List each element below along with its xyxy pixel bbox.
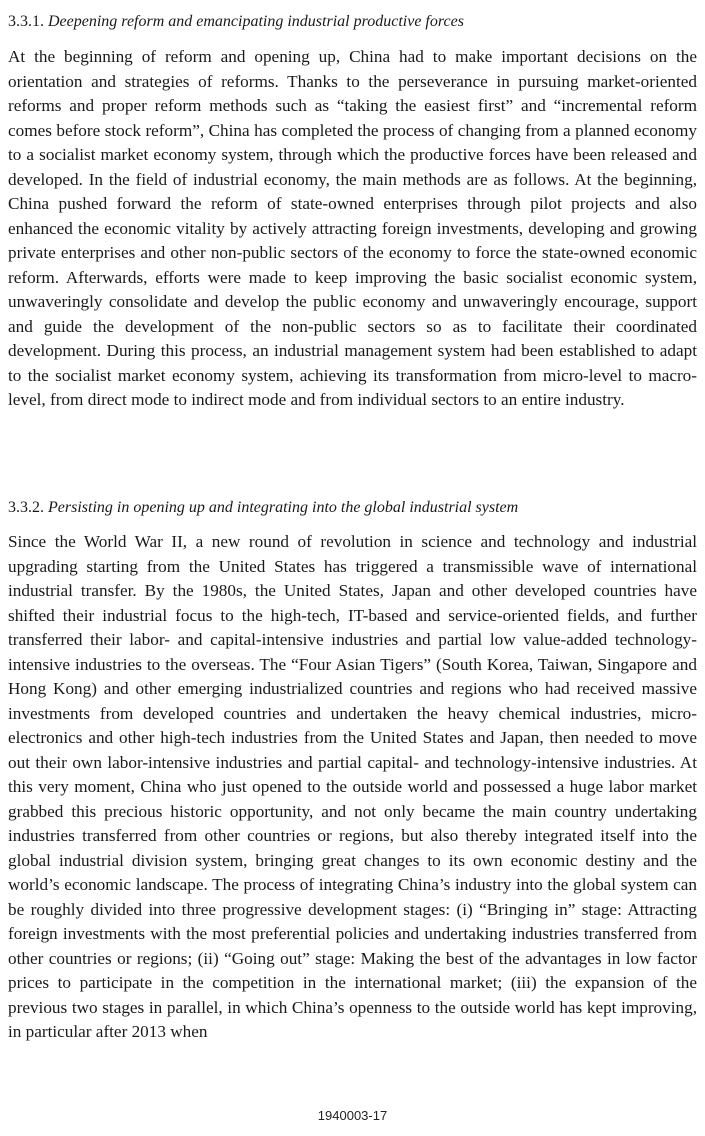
section-title: Deepening reform and emancipating industrial productive forces xyxy=(48,13,464,30)
section-3-3-2-heading xyxy=(8,497,518,519)
section-3-3-1-heading xyxy=(8,11,464,33)
section-3-3-2-paragraph: Since the World War II, a new round of revolution in science and technology and industrial upgrading starting from the United States has triggered a transmissible wave of international industrial transfer. By the 1980s, the United States, Japan and other developed countries have shifted their industrial focus to the high-tech, IT-based and service-oriented fields, and further transferred their labor- and capital-intensive industries and partial low value-added technology-intensive industries to the overseas. The “Four Asian Tigers” (South Korea, Taiwan, Singapore and Hong Kong) and other emerging industrialized countries and regions who had received massive investments from developed countries and undertaken the heavy chemical industries, micro-electronics and other high-tech industries from the United States and Japan, then needed to move out their own labor-intensive industries and partial capital- and technology-intensive industries. At this very moment, China who just opened to the outside world and possessed a huge labor market grabbed this precious historic opportunity, and not only became the main country undertaking industries transferred from other countries or regions, but also thereby integrated itself into the global industrial division system, bringing great changes to its own economic destiny and the world’s economic landscape. The process of integrating China’s industry into the global system can be roughly divided into three progressive development stages: (i) “Bringing in” stage: Attracting foreign investments with the most preferential policies and undertaking industries transferred from other countries or regions; (ii) “Going out” stage: Making the best of the advantages in low factor prices to participate in the competition in the international market; (iii) the expansion of the previous two stages in parallel, in which China’s openness to the outside world has kept improving, in particular after 2013 when xyxy=(8,532,697,1041)
page-footer-id: 1940003-17 xyxy=(317,1108,388,1123)
section-3-3-1-paragraph: At the beginning of reform and opening up, China had to make important decisions on the orientation and strategies of reforms. Thanks to the perseverance in pursuing market-oriented reforms and proper reform methods such as “taking the easiest first” and “incremental reform comes before stock reform”, China has completed the process of changing from a planned economy to a socialist market economy system, through which the productive forces have been released and developed. In the field of industrial economy, the main methods are as follows. At the beginning, China pushed forward the reform of state-owned enterprises through pilot projects and also enhanced the economic vitality by actively attracting foreign investments, developing and growing private enterprises and other non-public sectors of the economy to force the state-owned economic reform. Afterwards, efforts were made to keep improving the basic socialist economic system, unwaveringly consolidate and develop the public economy and unwaveringly encourage, support and guide the development of the non-public sectors so as to facilitate their coordinated development. During this process, an industrial management system had been established to adapt to the socialist market economy system, achieving its transformation from micro-level to macro-level, from direct mode to indirect mode and from individual sectors to an entire industry. xyxy=(8,47,697,409)
section-title: Persisting in opening up and integrating into the global industrial system xyxy=(48,499,519,516)
section-number: 3.3.2. xyxy=(8,499,44,516)
section-number: 3.3.1. xyxy=(8,13,44,30)
